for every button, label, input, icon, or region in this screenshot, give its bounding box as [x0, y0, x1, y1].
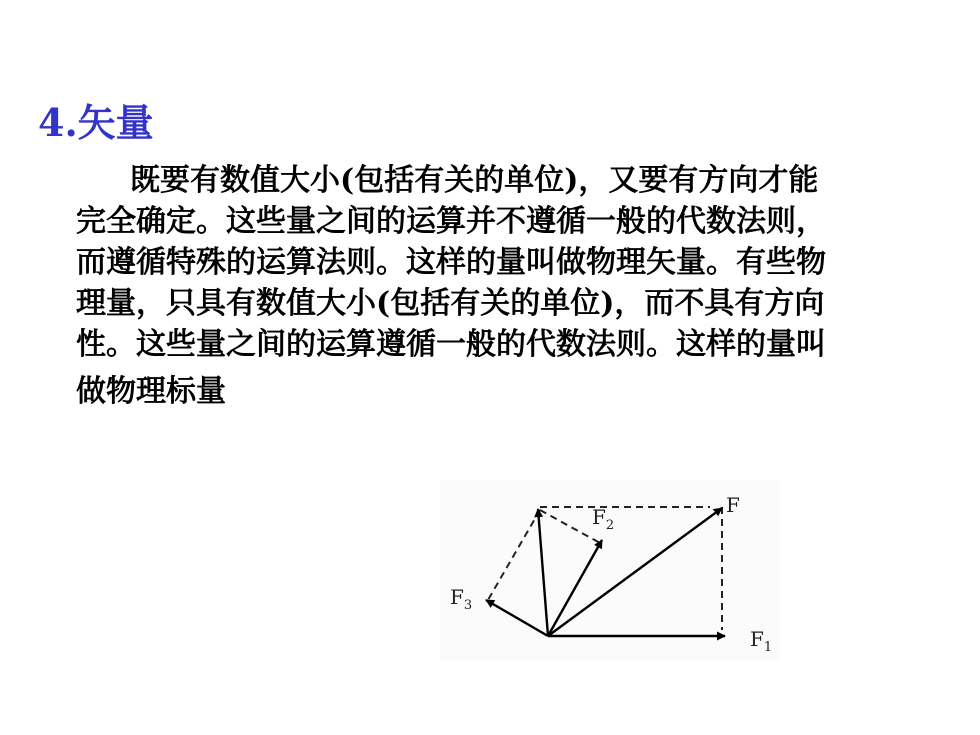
label-f3: $F_3$ — [450, 585, 473, 613]
page-title: 4.矢量 — [38, 100, 154, 145]
paragraph-line: 而遵循特殊的运算法则。这样的量叫做物理矢量。有些物 — [76, 245, 826, 280]
paragraph-line: 既要有数值大小(包括有关的单位)，又要有方向才能 — [130, 163, 819, 198]
label-f1: $F_1$ — [750, 627, 773, 655]
paragraph-line: 性。这些量之间的运算遵循一般的代数法则。这样的量叫 — [76, 327, 826, 362]
paragraph-line: 做物理标量 — [76, 374, 226, 409]
label-f2: $F_2$ — [592, 505, 615, 533]
paragraph-line: 完全确定。这些量之间的运算并不遵循一般的代数法则， — [76, 204, 826, 239]
label-f: F — [726, 493, 740, 517]
body-paragraph — [76, 160, 906, 412]
vector-addition-diagram — [440, 480, 780, 660]
paragraph-line: 理量，只具有数值大小(包括有关的单位)，而不具有方向 — [76, 286, 825, 321]
vector-diagram-svg — [440, 480, 780, 660]
